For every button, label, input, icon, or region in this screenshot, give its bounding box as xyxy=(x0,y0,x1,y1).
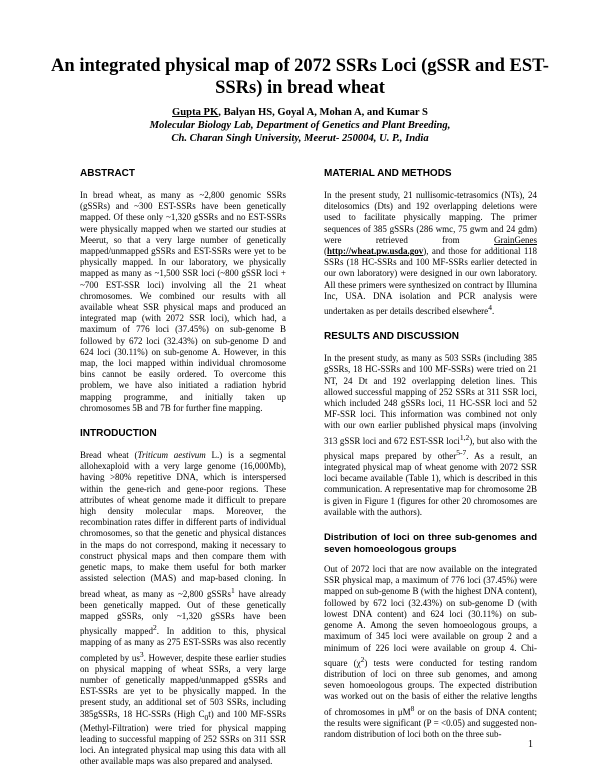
species-name: Triticum aestivum xyxy=(137,450,206,461)
distribution-heading: Distribution of loci on three sub-genomes and seven homoeologous groups xyxy=(324,532,537,556)
results-text: In the present study, as many as 503 SSRs (including 385 gSSRs, 18 HC-SSRs and 100 MF-SSRs) were tried on 21 NT, 24 Dt and 192 overlapping deletion lines. This allowed successful mapping of 252 SSRs at 311 SSR loci, which included 248 gSSRs loci, 11 HC-SSR loci and 52 MF-SSR loci. This information was combined not only with our own earlier published physical maps (involving 313 gSSR loci and 672 EST-SSR loci$^{1,2}$), but also with the physical maps prepared by other$^{5-7}$. As a result, an integrated physical map of wheat genome with 2072 SSR loci became available (Table 1), which is described in this communication. A representative map for chromosome 2B is given in Figure 1 (figures for other 20 chromosomes are available with the authors). xyxy=(324,353,537,517)
author-list xyxy=(40,106,560,119)
introduction-heading: INTRODUCTION xyxy=(80,428,157,440)
abstract-heading: ABSTRACT xyxy=(80,168,135,179)
paper-title: An integrated physical map of 2072 SSRs Loci (gSSR and EST-SSRs) in bread wheat xyxy=(51,56,549,98)
left-column xyxy=(80,168,286,767)
right-column xyxy=(324,168,537,740)
introduction-text: Bread wheat (Triticum aestivum L.) is a segmental allohexaploid with a very large genome (16,000Mb), having >80% repetitive DNA, which is interspersed within the gene-rich and gene-poor regions. These attributes of wheat genome made it difficult to prepare high density molecular maps. Moreover, the recombination rates differ in different parts of individual chromosomes, so that the genetic and physical distances in the maps do not correspond, making it necessary to construct physical maps and then compare them with genetic maps, to make them useful for both marker assisted selection (MAS) and map-based cloning. In bread wheat, as many as ~2,800 gSSRs$^1$ have already been genetically mapped. Out of these genetically mapped gSSRs, only ~1,320 gSSRs have been physically mapped$^2$. In addition to this, physical mapping of as many as 275 EST-SSRs was also recently completed by $us^3$. However, despite these earlier studies on physical mapping of wheat SSRs, a very large number of genetically mapped/unmapped gSSRs and EST-SSRs are yet to be physically mapped. In the present study, an additional set of 503 SSRs, including 385gSSRs, 18 HC-SSRs (High $C_0t$) and 100 MF-SSRs (Methyl-Filtration) were tried for physical mapping leading to successful mapping of 252 SSRs on 311 SSR loci. An integrated physical map using this data with all other available maps was also prepared and analysed. xyxy=(80,450,287,767)
abstract-text: In bread wheat, as many as ~2,800 genomic SSRs (gSSRs) and ~300 EST-SSRs have been genetically mapped. Of these only ~1,320 gSSRs and no EST-SSRs were physically mapped when we started our studies at Meerut, so that a very large number of genetically mapped/unmapped gSSRs and EST-SSRs were yet to be physically mapped. In our laboratory, we physically mapped as many as ~1,500 SSR loci (~800 gSSR loci + ~700 EST-SSR loci) involving all the 21 wheat chromosomes. We combined our results with all available wheat SSR physical maps and produced an integrated map (with 2072 SSR loci), which had, a maximum of 776 loci (37.45%) on sub-genome B followed by 672 loci (32.43%) on sub-genome D and 624 loci (30.11%) on sub-genome A. However, in this map, the loci mapped within individual chromosome bins cannot be easily ordered. To overcome this problem, we have also initiated a radiation hybrid mapping programme, and initially taken up chromosomes 5B and 7B for further fine mapping. xyxy=(80,190,286,413)
lead-author: Gupta PK xyxy=(172,107,219,118)
affiliation-line-2: Ch. Charan Singh University, Meerut- 250004, U. P., India xyxy=(171,133,429,144)
affiliation xyxy=(40,119,560,145)
graingenes-url-link[interactable]: http://wheat.pw.usda.gov xyxy=(327,246,424,257)
graingenes-link[interactable]: GrainGenes xyxy=(494,234,537,245)
distribution-text: Out of 2072 loci that are now available on the integrated SSR physical map, a maximum of 776 loci (37.45%) were mapped on sub-genome B (with the highest DNA content), followed by 672 loci (32.43%) on sub-genome D (with lowest DNA content) and 624 loci (30.11%) on sub-genome A. Among the seven homoeologous groups, a maximum of 345 loci were available on group 2 and a minimum of 226 loci were available on group 4. Chi-square $(\chi^2)$ tests were conducted for testing random distribution of loci on three sub genomes, and among seven homoeologous groups. The expected distribution was worked out on the basis of either the relative lengths of chromosomes in $\mu M^8$ or on the basis of DNA content; the results were significant (P = <0.05) and suggested non-random distribution of loci both on the three sub- xyxy=(324,564,537,739)
affiliation-line-1: Molecular Biology Lab, Department of Genetics and Plant Breeding, xyxy=(149,120,451,131)
methods-text: In the present study, 21 nullisomic-tetrasomics (NTs), 24 ditelosomics (Dts) and 192 overlapping deletions were used to facilitate physically mapping. The primer sequences of 385 gSSRs (286 wmc, 75 gwm and 24 gdm) were retrieved from GrainGenes (http://wheat.pw.usda.gov), and those for additional 118 SSRs (18 HC-SSRs and 100 MF-SSRs earlier detected in our own laboratory) were designed in our own laboratory. All these primers were synthesized on contract by Illumina Inc, USA. DNA isolation and PCR analysis were undertaken as per details described elsewhere$^4$. xyxy=(324,190,537,317)
results-heading: RESULTS AND DISCUSSION xyxy=(324,331,460,343)
co-authors: , Balyan HS, Goyal A, Mohan A, and Kumar S xyxy=(218,107,428,118)
methods-heading: MATERIAL AND METHODS xyxy=(324,168,452,179)
page-number: 1 xyxy=(528,739,533,750)
